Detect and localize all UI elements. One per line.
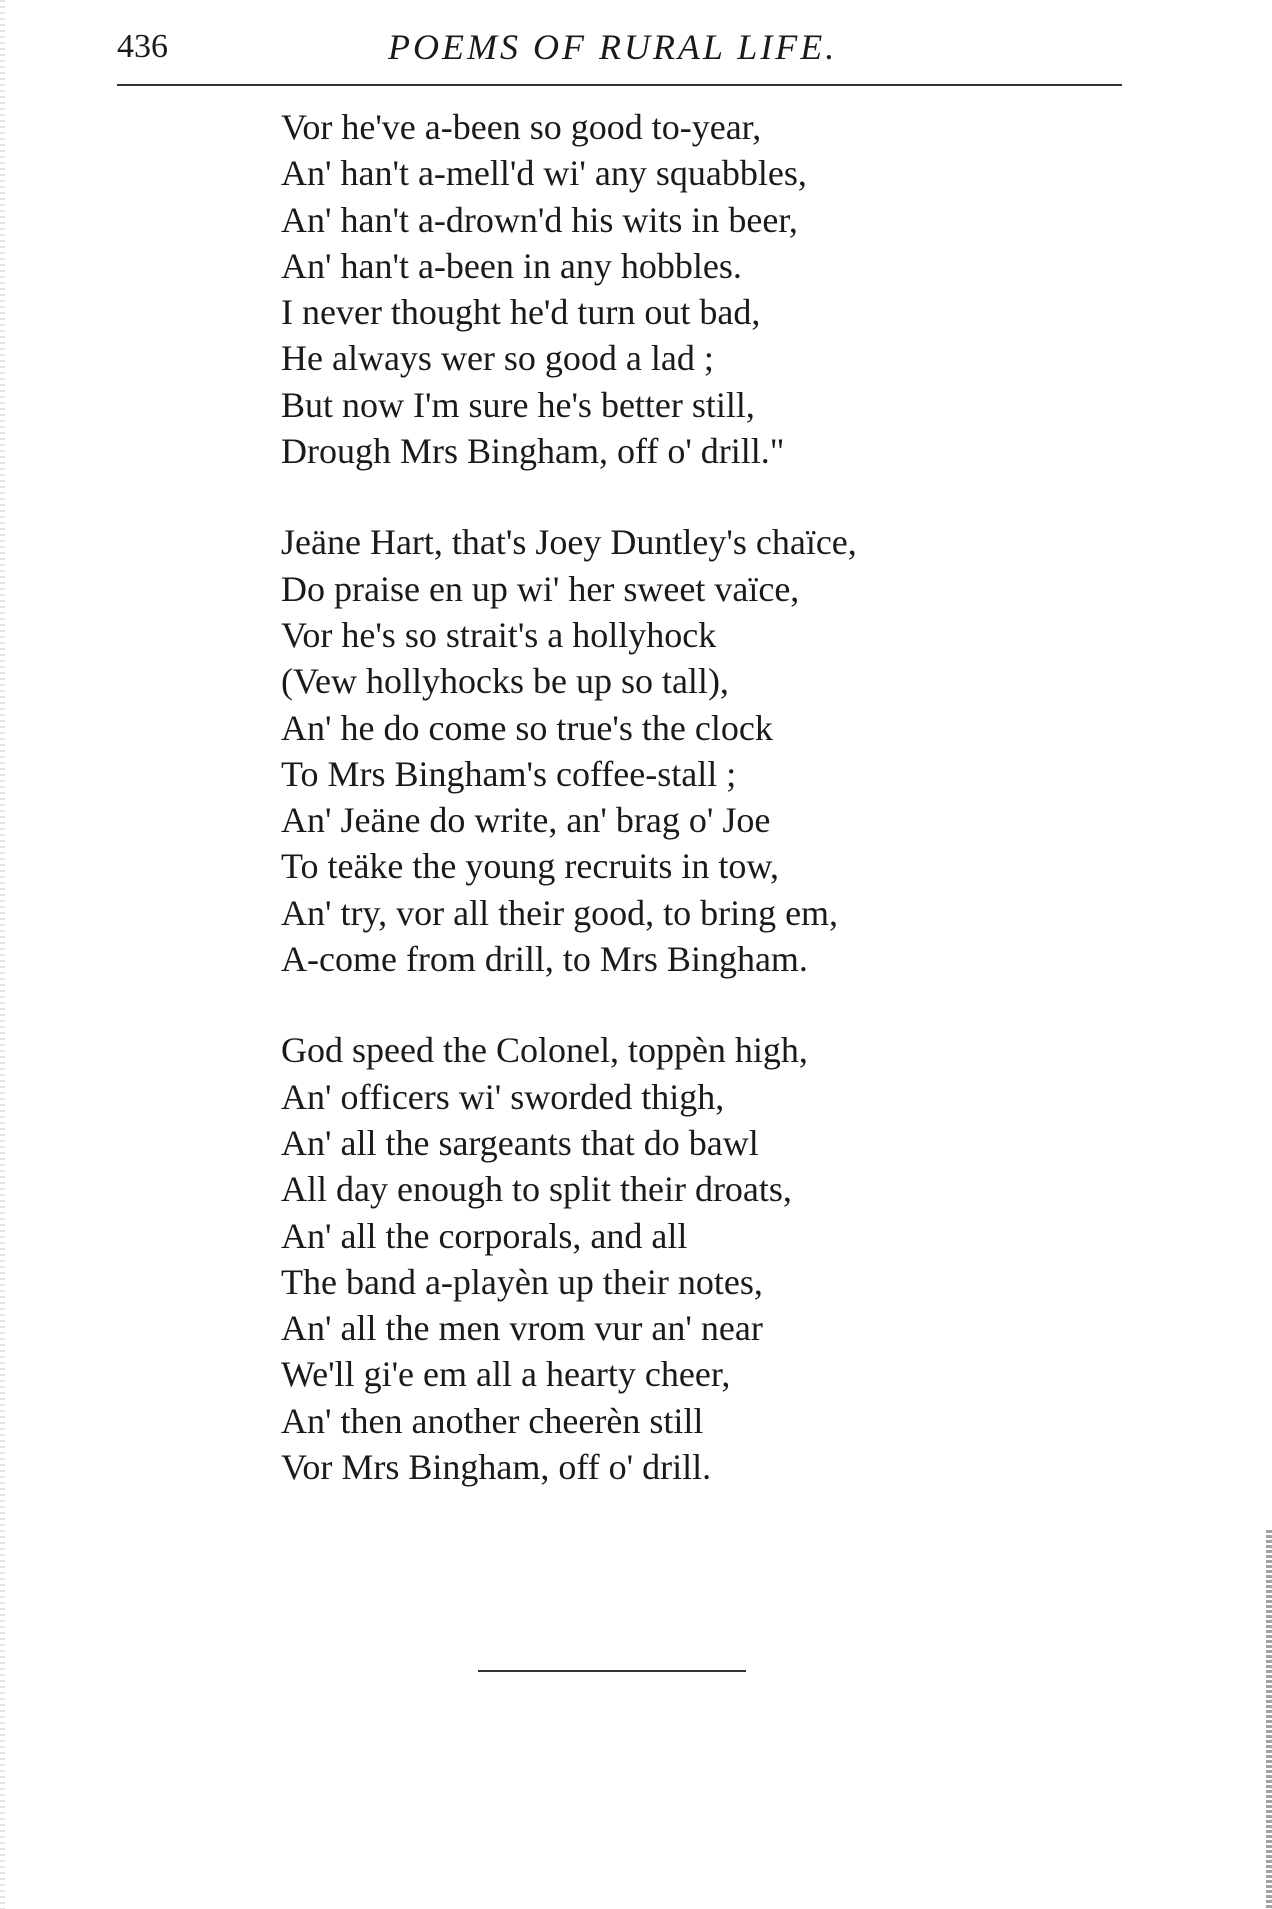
poem-line: To Mrs Bingham's coffee-stall ;: [281, 753, 737, 794]
poem-body: [281, 104, 1181, 1490]
poem-line: An' officers wi' sworded thigh,: [281, 1076, 725, 1117]
stanza-3: [281, 1027, 1181, 1490]
poem-line: An' Jeäne do write, an' brag o' Joe: [281, 800, 771, 841]
stanza-2: [281, 519, 1181, 982]
running-title: POEMS OF RURAL LIFE.: [388, 27, 838, 67]
poem-line: An' all the corporals, and all: [281, 1215, 688, 1256]
poem-line: An' han't a-drown'd his wits in beer,: [281, 199, 798, 240]
poem-line: He always wer so good a lad ;: [281, 338, 714, 379]
poem-line: Drough Mrs Bingham, off o' drill.": [281, 431, 785, 472]
poem-line: An' all the sargeants that do bawl: [281, 1122, 759, 1163]
poem-line: An' all the men vrom vur an' near: [281, 1308, 763, 1349]
poem-line: Vor Mrs Bingham, off o' drill.: [281, 1447, 712, 1488]
poem-line: An' try, vor all their good, to bring em,: [281, 892, 839, 933]
page-edge-right: [1266, 1530, 1272, 1909]
poem-line: A-come from drill, to Mrs Bingham.: [281, 939, 808, 980]
page-edge-left: [0, 0, 5, 1909]
page-number: 436: [117, 28, 168, 65]
poem-line: Vor he's so strait's a hollyhock: [281, 614, 717, 655]
poem-line: We'll gi'e em all a hearty cheer,: [281, 1354, 731, 1395]
poem-line: To teäke the young recruits in tow,: [281, 846, 780, 887]
poem-line: An' then another cheerèn still: [281, 1400, 704, 1441]
poem-line: (Vew hollyhocks be up so tall),: [281, 661, 729, 702]
poem-line: God speed the Colonel, toppèn high,: [281, 1030, 808, 1071]
header-rule: [117, 84, 1122, 86]
poem-line: Do praise en up wi' her sweet vaïce,: [281, 568, 800, 609]
stanza-1: [281, 104, 1181, 474]
poem-line: An' he do come so true's the clock: [281, 707, 773, 748]
poem-line: I never thought he'd turn out bad,: [281, 292, 761, 333]
poem-line: An' han't a-mell'd wi' any squabbles,: [281, 153, 807, 194]
poem-line: All day enough to split their droats,: [281, 1169, 792, 1210]
poem-line: An' han't a-been in any hobbles.: [281, 245, 742, 286]
end-ornament-rule: [478, 1670, 746, 1672]
poem-line: Vor he've a-been so good to-year,: [281, 107, 762, 147]
poem-line: Jeäne Hart, that's Joey Duntley's chaïce,: [281, 522, 857, 563]
poem-line: The band a-playèn up their notes,: [281, 1261, 763, 1302]
poem-line: But now I'm sure he's better still,: [281, 384, 755, 425]
